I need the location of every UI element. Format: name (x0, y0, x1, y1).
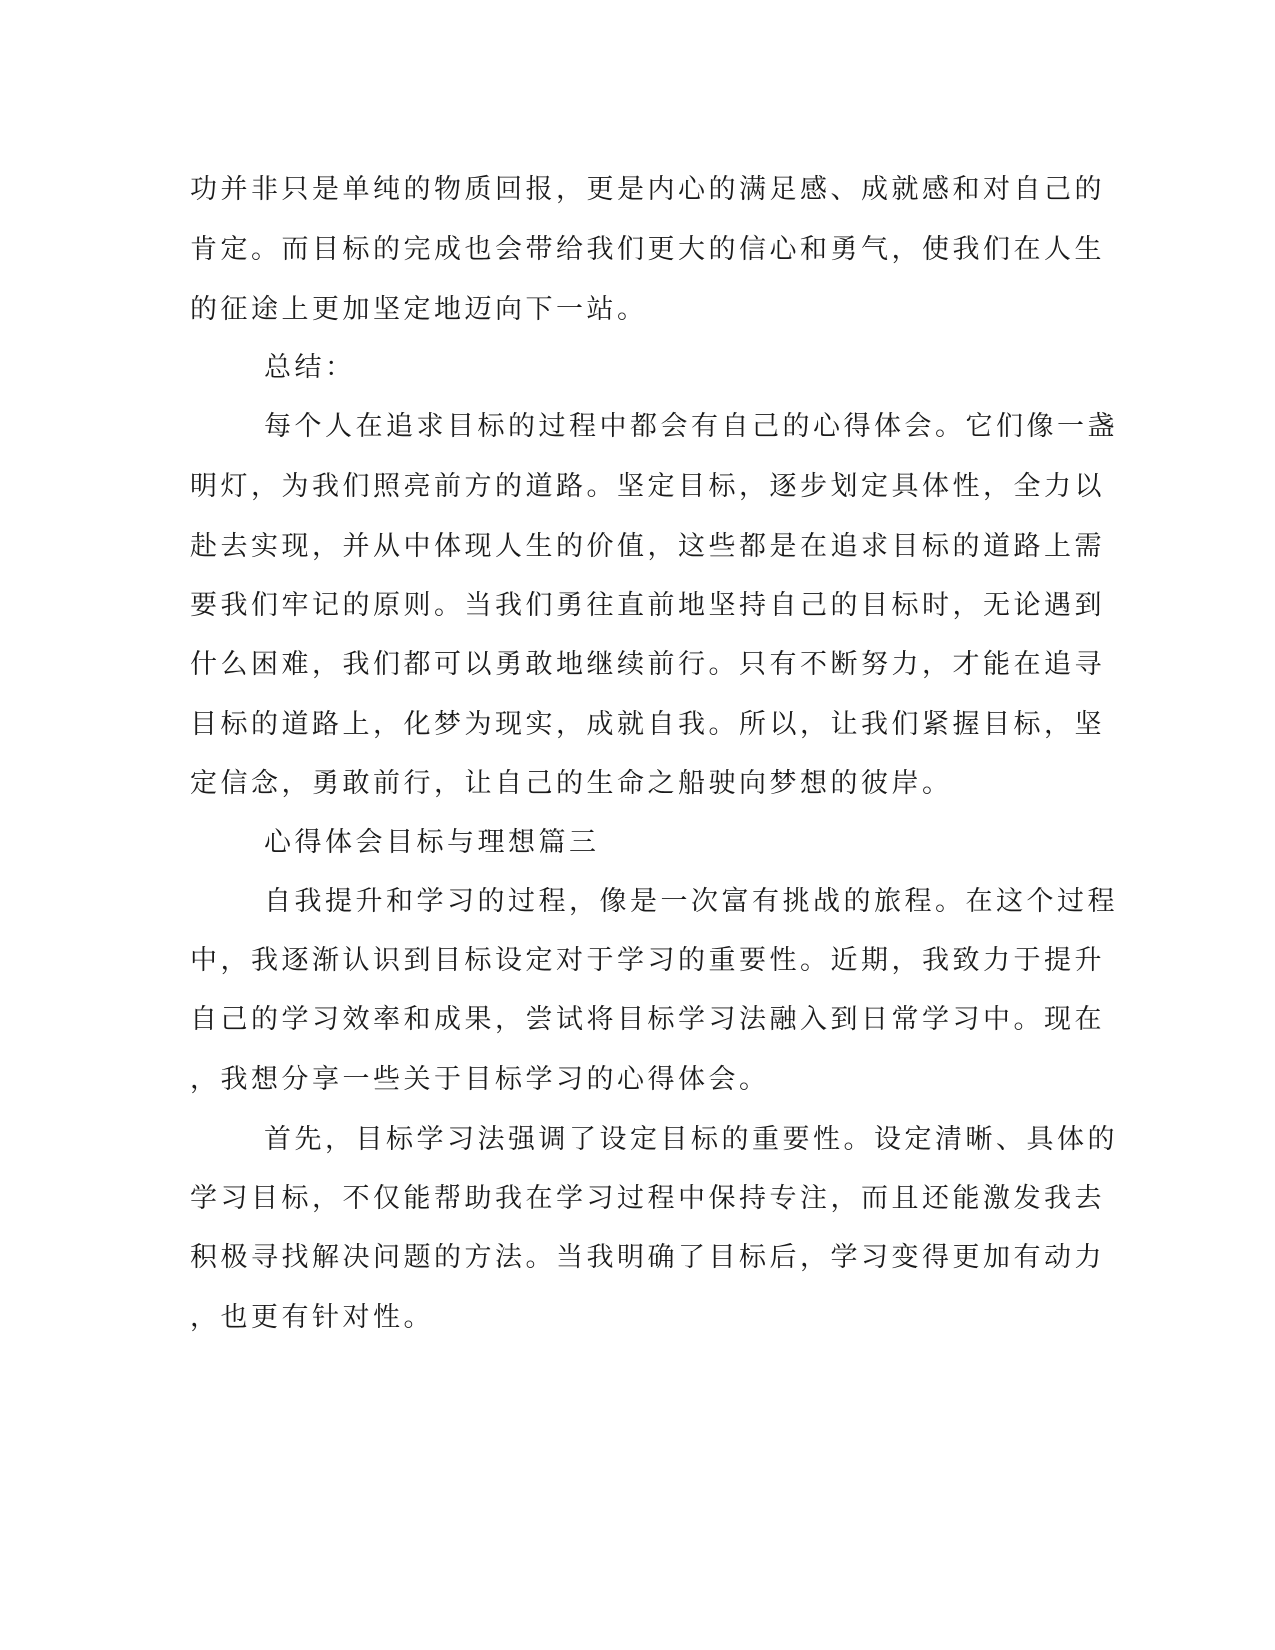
text-line: 的征途上更加坚定地迈向下一站。 (190, 294, 648, 325)
text-line: 自我提升和学习的过程，像是一次富有挑战的旅程。在这个过程 (264, 886, 1118, 917)
text-line: 每个人在追求目标的过程中都会有自己的心得体会。它们像一盏 (264, 411, 1118, 442)
text-line: ，也更有针对性。 (190, 1302, 434, 1333)
text-line: 定信念，勇敢前行，让自己的生命之船驶向梦想的彼岸。 (190, 768, 953, 799)
text-line: 自己的学习效率和成果，尝试将目标学习法融入到日常学习中。现在 (190, 1004, 1105, 1035)
text-line: 目标的道路上，化梦为现实，成就自我。所以，让我们紧握目标，坚 (190, 709, 1105, 740)
text-line: 赴去实现，并从中体现人生的价值，这些都是在追求目标的道路上需 (190, 531, 1105, 562)
text-line: 要我们牢记的原则。当我们勇往直前地坚持自己的目标时，无论遇到 (190, 590, 1105, 621)
text-line: 肯定。而目标的完成也会带给我们更大的信心和勇气，使我们在人生 (190, 234, 1105, 265)
text-line: 积极寻找解决问题的方法。当我明确了目标后，学习变得更加有动力 (190, 1242, 1105, 1273)
text-line: 什么困难，我们都可以勇敢地继续前行。只有不断努力，才能在追寻 (190, 649, 1105, 680)
text-line: 明灯，为我们照亮前方的道路。坚定目标，逐步划定具体性，全力以 (190, 471, 1105, 502)
section-heading: 总结： (264, 352, 356, 383)
text-line: 学习目标，不仅能帮助我在学习过程中保持专注，而且还能激发我去 (190, 1183, 1105, 1214)
text-line: 中，我逐渐认识到目标设定对于学习的重要性。近期，我致力于提升 (190, 945, 1105, 976)
text-line: 功并非只是单纯的物质回报，更是内心的满足感、成就感和对自己的 (190, 174, 1105, 205)
text-line: 首先，目标学习法强调了设定目标的重要性。设定清晰、具体的 (264, 1124, 1118, 1155)
text-line: ，我想分享一些关于目标学习的心得体会。 (190, 1064, 770, 1095)
section-heading: 心得体会目标与理想篇三 (264, 827, 600, 858)
